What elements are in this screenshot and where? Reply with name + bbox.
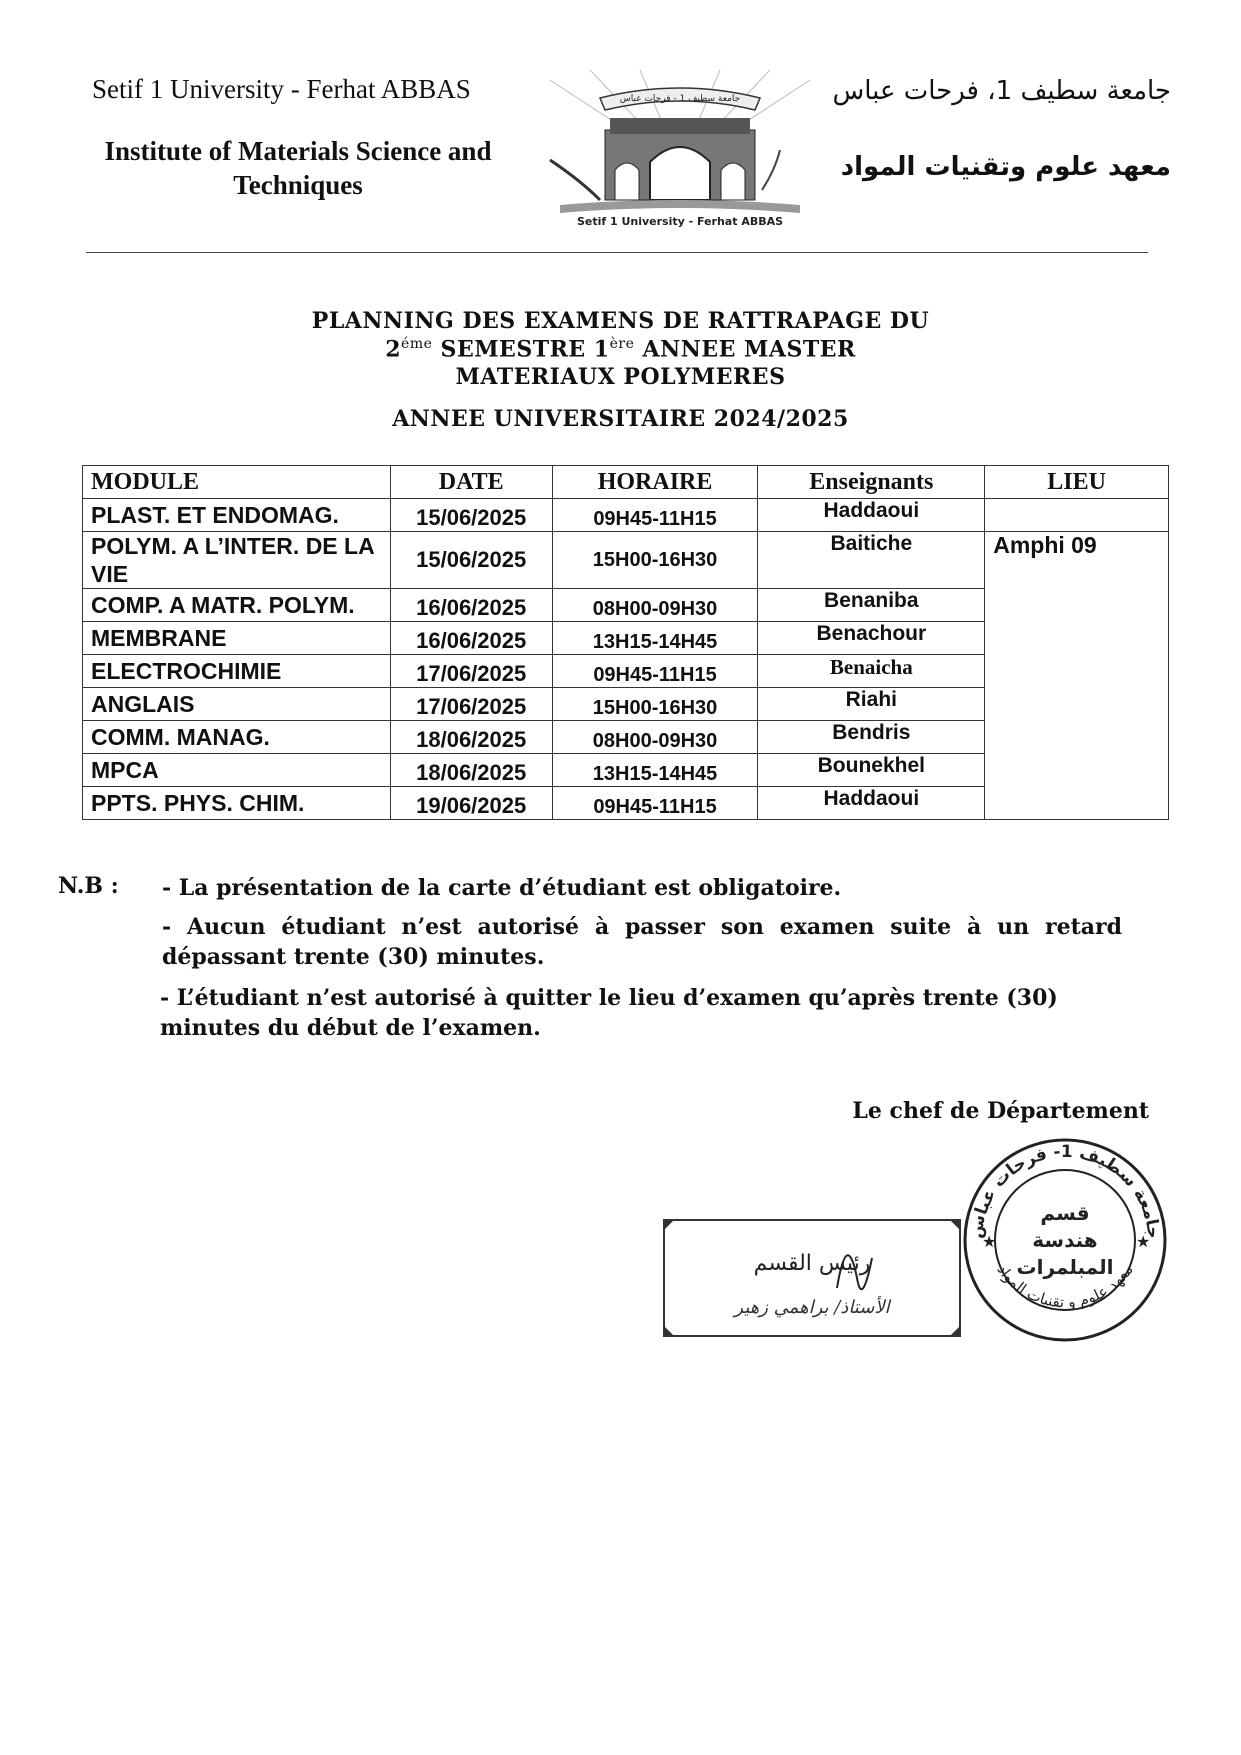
- institute-name-en: Institute of Materials Science and Techniques: [104, 136, 492, 200]
- cell-module: ELECTROCHIMIE: [83, 655, 391, 688]
- cell-teacher: Bounekhel: [758, 754, 985, 787]
- cell-module: PLAST. ET ENDOMAG.: [83, 499, 391, 532]
- seal-bottom-text: معهد علوم و تقنيات المواد: [993, 1261, 1137, 1312]
- column-header-date: DATE: [390, 466, 552, 499]
- cell-time: 13H15-14H45: [552, 754, 758, 787]
- note-item: - L’étudiant n’est autorisé à quitter le lieu d’examen qu’après trente (30) minutes du début de l’examen.: [160, 985, 1058, 1041]
- logo-caption: Setif 1 University - Ferhat ABBAS: [576, 215, 784, 228]
- university-logo: [530, 70, 830, 230]
- cell-module: COMM. MANAG.: [83, 721, 391, 754]
- cell-time: 09H45-11H15: [552, 499, 758, 532]
- cell-date: 18/06/2025: [390, 721, 552, 754]
- table-header-row: [83, 466, 1169, 499]
- cell-date: 16/06/2025: [390, 622, 552, 655]
- cell-time: 09H45-11H15: [552, 655, 758, 688]
- cell-date: 18/06/2025: [390, 754, 552, 787]
- header-divider: [86, 252, 1148, 253]
- seal-outer-text: جامعة سطيف 1- فرحات عباس: [966, 1141, 1164, 1240]
- column-header-teachers: Enseignants: [758, 466, 985, 499]
- department-seal: [960, 1135, 1170, 1345]
- cell-time: 15H00-16H30: [552, 688, 758, 721]
- seal-center-line: هندسة: [1032, 1228, 1098, 1252]
- seal-star-icon: ★: [1136, 1234, 1151, 1251]
- cell-time: 13H15-14H45: [552, 622, 758, 655]
- cell-date: 16/06/2025: [390, 589, 552, 622]
- seal-star-icon: ★: [982, 1234, 997, 1251]
- cell-module: COMP. A MATR. POLYM.: [83, 589, 391, 622]
- title-line-3: MATERIAUX POLYMERES: [455, 364, 786, 390]
- table-row: [83, 499, 1169, 532]
- table-row: [83, 532, 1169, 589]
- university-name-en: Setif 1 University - Ferhat ABBAS: [92, 74, 471, 104]
- cell-location: Amphi 09: [985, 532, 1169, 820]
- seal-center-line: المبلمرات: [1016, 1255, 1114, 1279]
- signoff-title: Le chef de Département: [852, 1098, 1149, 1124]
- cell-date: 17/06/2025: [390, 688, 552, 721]
- cell-time: 08H00-09H30: [552, 589, 758, 622]
- cell-module: ANGLAIS: [83, 688, 391, 721]
- column-header-module: MODULE: [83, 466, 391, 499]
- signature-stamp-box: [662, 1218, 962, 1338]
- cell-location-empty: [985, 499, 1169, 532]
- logo-laurel: [762, 150, 780, 190]
- cell-teacher: Benaniba: [758, 589, 985, 622]
- cell-teacher: Haddaoui: [758, 499, 985, 532]
- university-name-ar: جامعة سطيف 1، فرحات عباس: [832, 76, 1171, 106]
- signature-box-name: الأستاذ/ براهمي زهير: [734, 1297, 890, 1318]
- logo-feather: [550, 160, 600, 200]
- cell-date: 19/06/2025: [390, 787, 552, 820]
- cell-date: 17/06/2025: [390, 655, 552, 688]
- cell-module: PPTS. PHYS. CHIM.: [83, 787, 391, 820]
- cell-module: MPCA: [83, 754, 391, 787]
- cell-module: POLYM. A L’INTER. DE LA VIE: [83, 532, 391, 589]
- title-line-1: PLANNING DES EXAMENS DE RATTRAPAGE DU: [311, 308, 930, 334]
- logo-ground: [560, 200, 800, 213]
- title-academic-year: ANNEE UNIVERSITAIRE 2024/2025: [392, 406, 849, 432]
- cell-teacher: Benachour: [758, 622, 985, 655]
- cell-teacher: Bendris: [758, 721, 985, 754]
- cell-module: MEMBRANE: [83, 622, 391, 655]
- title-line-2: $2^{éme}$ SEMESTRE 1ère ANNEE MASTER: [385, 336, 856, 363]
- institute-name-ar: معهد علوم وتقنيات المواد: [840, 152, 1171, 182]
- cell-date: 15/06/2025: [390, 532, 552, 589]
- seal-center-line: قسم: [1040, 1201, 1090, 1225]
- cell-time: 08H00-09H30: [552, 721, 758, 754]
- cell-date: 15/06/2025: [390, 499, 552, 532]
- note-item: - La présentation de la carte d’étudiant est obligatoire.: [162, 875, 842, 901]
- exam-schedule-table: [82, 465, 1169, 820]
- cell-time: 09H45-11H15: [552, 787, 758, 820]
- cell-teacher: Baitiche: [758, 532, 985, 589]
- column-header-location: LIEU: [985, 466, 1169, 499]
- signature-box-title: رئيس القسم: [753, 1251, 871, 1276]
- cell-teacher: Riahi: [758, 688, 985, 721]
- cell-time: 15H00-16H30: [552, 532, 758, 589]
- column-header-time: HORAIRE: [552, 466, 758, 499]
- note-item: - Aucun étudiant n’est autorisé à passer son examen suite à un retard dépassant trente (30) minutes.: [162, 914, 1122, 970]
- logo-banner-text: جامعة سطيف 1 - فرحات عباس: [619, 94, 741, 104]
- cell-teacher: Haddaoui: [758, 787, 985, 820]
- cell-teacher: Benaicha: [758, 655, 985, 688]
- notes-label: N.B :: [58, 873, 119, 899]
